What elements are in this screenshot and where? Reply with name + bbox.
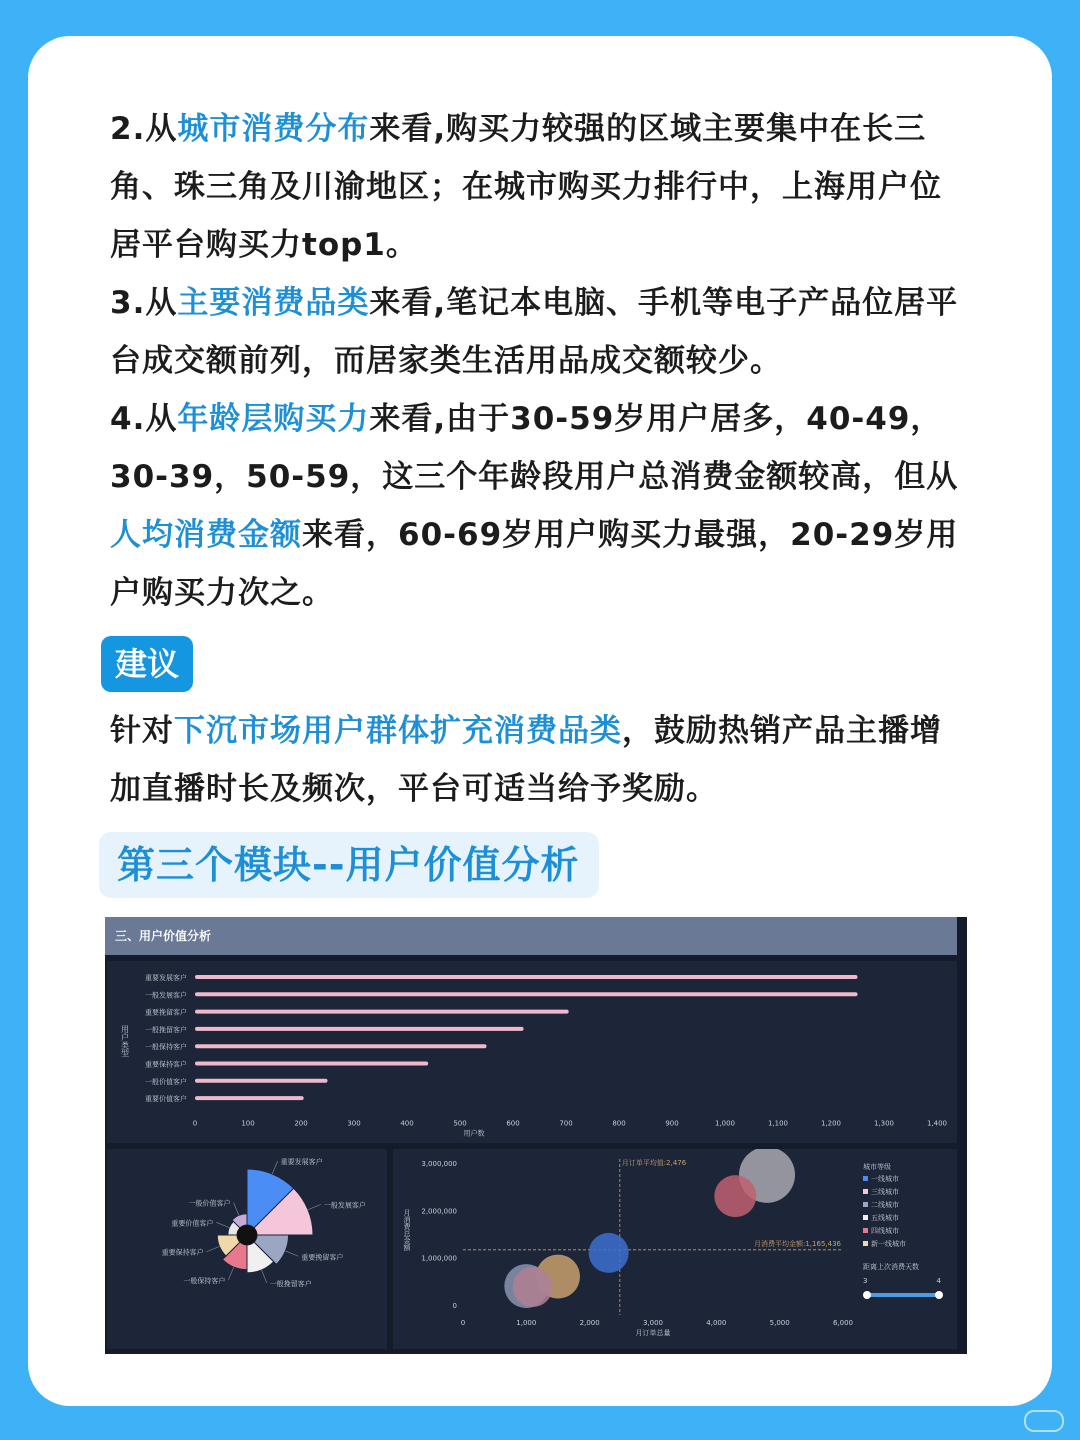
bubble-slider-max-label: 4 (936, 1277, 941, 1285)
bubble-legend-label: 四线城市 (871, 1227, 899, 1235)
bar-x-tick-label: 1,300 (873, 1119, 895, 1128)
bubble-slider-handle-min (863, 1291, 871, 1299)
bar-x-tick-label: 300 (347, 1119, 361, 1128)
highlight-category: 主要消费品类 (177, 285, 370, 321)
bar-chart (107, 961, 957, 1143)
bubble-y-axis-title: 月消费总金额 (403, 1209, 411, 1251)
bubble-legend-swatch (863, 1241, 868, 1246)
bar-x-tick-label: 900 (665, 1119, 679, 1128)
bubble-slider-min-label: 3 (863, 1277, 868, 1285)
bar-x-tick-label: 700 (559, 1119, 573, 1128)
bubble-x-axis-title: 月订单总量 (635, 1329, 671, 1337)
bar (195, 1044, 487, 1048)
bubble-legend-swatch (863, 1176, 868, 1181)
bar (195, 1027, 524, 1031)
highlight-suggestion: 下沉市场用户群体扩充消费品类 (174, 713, 622, 749)
bubble-x-tick-label: 1,000 (516, 1319, 537, 1327)
bar-category-label: 一般挽留客户 (145, 1025, 187, 1034)
bubble-point (589, 1233, 629, 1273)
bar-x-tick-label: 200 (294, 1119, 308, 1128)
bubble-y-tick-label: 0 (452, 1302, 457, 1310)
bar (195, 975, 858, 979)
bubble-slider-handle-max (935, 1291, 943, 1299)
bubble-x-tick-label: 0 (460, 1319, 466, 1327)
bar-y-axis-title: 用户类型 (120, 1025, 130, 1057)
highlight-per-capita: 人均消费金额 (110, 517, 302, 553)
pie-leader-line (207, 1246, 220, 1251)
bubble-x-tick-label: 3,000 (642, 1319, 664, 1327)
bar-category-label: 重要保持客户 (145, 1060, 187, 1069)
dashboard-header: 三、用户价值分析 (105, 917, 957, 955)
bar-x-tick-label: 0 (192, 1119, 198, 1128)
bar (195, 1062, 428, 1066)
bar-x-tick-label: 800 (612, 1119, 626, 1128)
paragraph-suggestion: 针对下沉市场用户群体扩充消费品类，鼓励热销产品主播增加直播时长及频次，平台可适当给予奖励。 (110, 713, 942, 807)
bubble-legend-label: 一线城市 (871, 1175, 899, 1183)
bubble-legend-swatch (863, 1202, 868, 1207)
bubble-ref-label-y: 月消费平均金额:1,165,436 (754, 1239, 841, 1248)
pie-slice-label: 重要挽留客户 (301, 1253, 344, 1262)
bar-x-tick-label: 1,200 (820, 1119, 842, 1128)
bubble-legend-swatch (863, 1228, 868, 1233)
highlight-city: 城市消费分布 (177, 111, 370, 147)
bar-category-label: 重要发展客户 (145, 974, 187, 982)
bubble-x-tick-label: 4,000 (706, 1319, 727, 1327)
bar (195, 1010, 569, 1014)
paragraph-city: 2.从城市消费分布来看,购买力较强的区域主要集中在长三角、珠三角及川渝地区；在城市购买力排行中，上海用户位居平台购买力top1。 (110, 111, 942, 263)
pie-slice-label: 重要保持客户 (161, 1248, 204, 1257)
pie-slice-label: 一般保持客户 (183, 1276, 226, 1285)
bar-category-label: 重要价值客户 (145, 1095, 187, 1104)
paragraph-age: 4.从年龄层购买力来看,由于30-59岁用户居多，40-49，30-39，50-59，这三个年龄段用户总消费金额较高，但从人均消费金额来看，60-69岁用户购买力最强，20-29岁用户购买力次之。 (110, 401, 959, 611)
pie-leader-line (308, 1204, 321, 1209)
bar-category-label: 重要挽留客户 (145, 1008, 187, 1017)
bubble-legend-label: 二线城市 (871, 1201, 899, 1209)
bar-x-tick-label: 1,400 (926, 1119, 948, 1128)
bubble-panel (393, 1149, 957, 1349)
bubble-y-tick-label: 3,000,000 (421, 1160, 457, 1168)
bubble-legend-title: 城市等级 (863, 1163, 891, 1171)
bar-category-label: 一般保持客户 (145, 1043, 187, 1052)
bubble-legend-label: 五线城市 (871, 1214, 899, 1222)
paragraph-category: 3.从主要消费品类来看,笔记本电脑、手机等电子产品位居平台成交额前列，而居家类生活用品成交额较少。 (110, 285, 959, 379)
pie-slice-label: 一般挽留客户 (269, 1279, 312, 1288)
pie-leader-line (216, 1222, 229, 1227)
bar-x-tick-label: 1,000 (714, 1119, 736, 1128)
bar-panel (107, 961, 957, 1143)
bar (195, 992, 858, 996)
pie-panel (107, 1149, 387, 1349)
bar-x-tick-label: 500 (453, 1119, 467, 1128)
bar (195, 1079, 328, 1083)
bubble-slider-title: 距离上次消费天数 (863, 1263, 919, 1271)
pie-slice-label: 重要发展客户 (280, 1158, 323, 1167)
bubble-y-tick-label: 2,000,000 (421, 1207, 457, 1216)
bubble-legend-label: 新一线城市 (871, 1240, 906, 1248)
highlight-age: 年龄层购买力 (177, 401, 370, 437)
bar-x-tick-label: 600 (506, 1119, 520, 1128)
pie-slice-label: 重要价值客户 (171, 1219, 214, 1228)
bar-x-axis-title: 用户数 (463, 1129, 485, 1138)
pie-chart (107, 1149, 387, 1349)
bubble-point (513, 1267, 553, 1307)
pie-leader-line (272, 1161, 277, 1174)
pie-slice-label: 一般价值客户 (188, 1199, 231, 1208)
pie-slice-label: 一般发展客户 (323, 1201, 366, 1210)
bar-x-tick-label: 100 (241, 1119, 255, 1128)
bubble-x-tick-label: 2,000 (579, 1319, 600, 1327)
dashboard-screenshot (105, 917, 967, 1354)
pie-leader-line (228, 1267, 233, 1280)
bar-category-label: 一般价值客户 (145, 1077, 187, 1086)
bubble-point (714, 1175, 756, 1217)
module-title: 第三个模块--用户价值分析 (99, 832, 599, 898)
bar-category-label: 一般发展客户 (145, 991, 187, 1000)
bubble-legend-swatch (863, 1215, 868, 1220)
pie-leader-line (261, 1270, 266, 1283)
bar-x-tick-label: 400 (400, 1119, 414, 1128)
bar-x-tick-label: 1,100 (767, 1119, 789, 1128)
bubble-x-tick-label: 5,000 (769, 1319, 790, 1327)
bubble-chart (393, 1149, 957, 1349)
pie-leader-line (234, 1202, 239, 1215)
bubble-y-tick-label: 1,000,000 (421, 1254, 457, 1263)
pie-leader-line (285, 1251, 298, 1256)
bubble-ref-label-x: 月订单平均值:2,476 (621, 1159, 687, 1167)
suggestion-badge: 建议 (101, 636, 193, 692)
bubble-x-tick-label: 6,000 (832, 1319, 854, 1327)
pie-center (237, 1225, 257, 1245)
bar (195, 1096, 304, 1100)
bubble-legend-swatch (863, 1189, 868, 1194)
bubble-legend-label: 三线城市 (871, 1188, 899, 1196)
watermark-badge (1024, 1410, 1064, 1432)
